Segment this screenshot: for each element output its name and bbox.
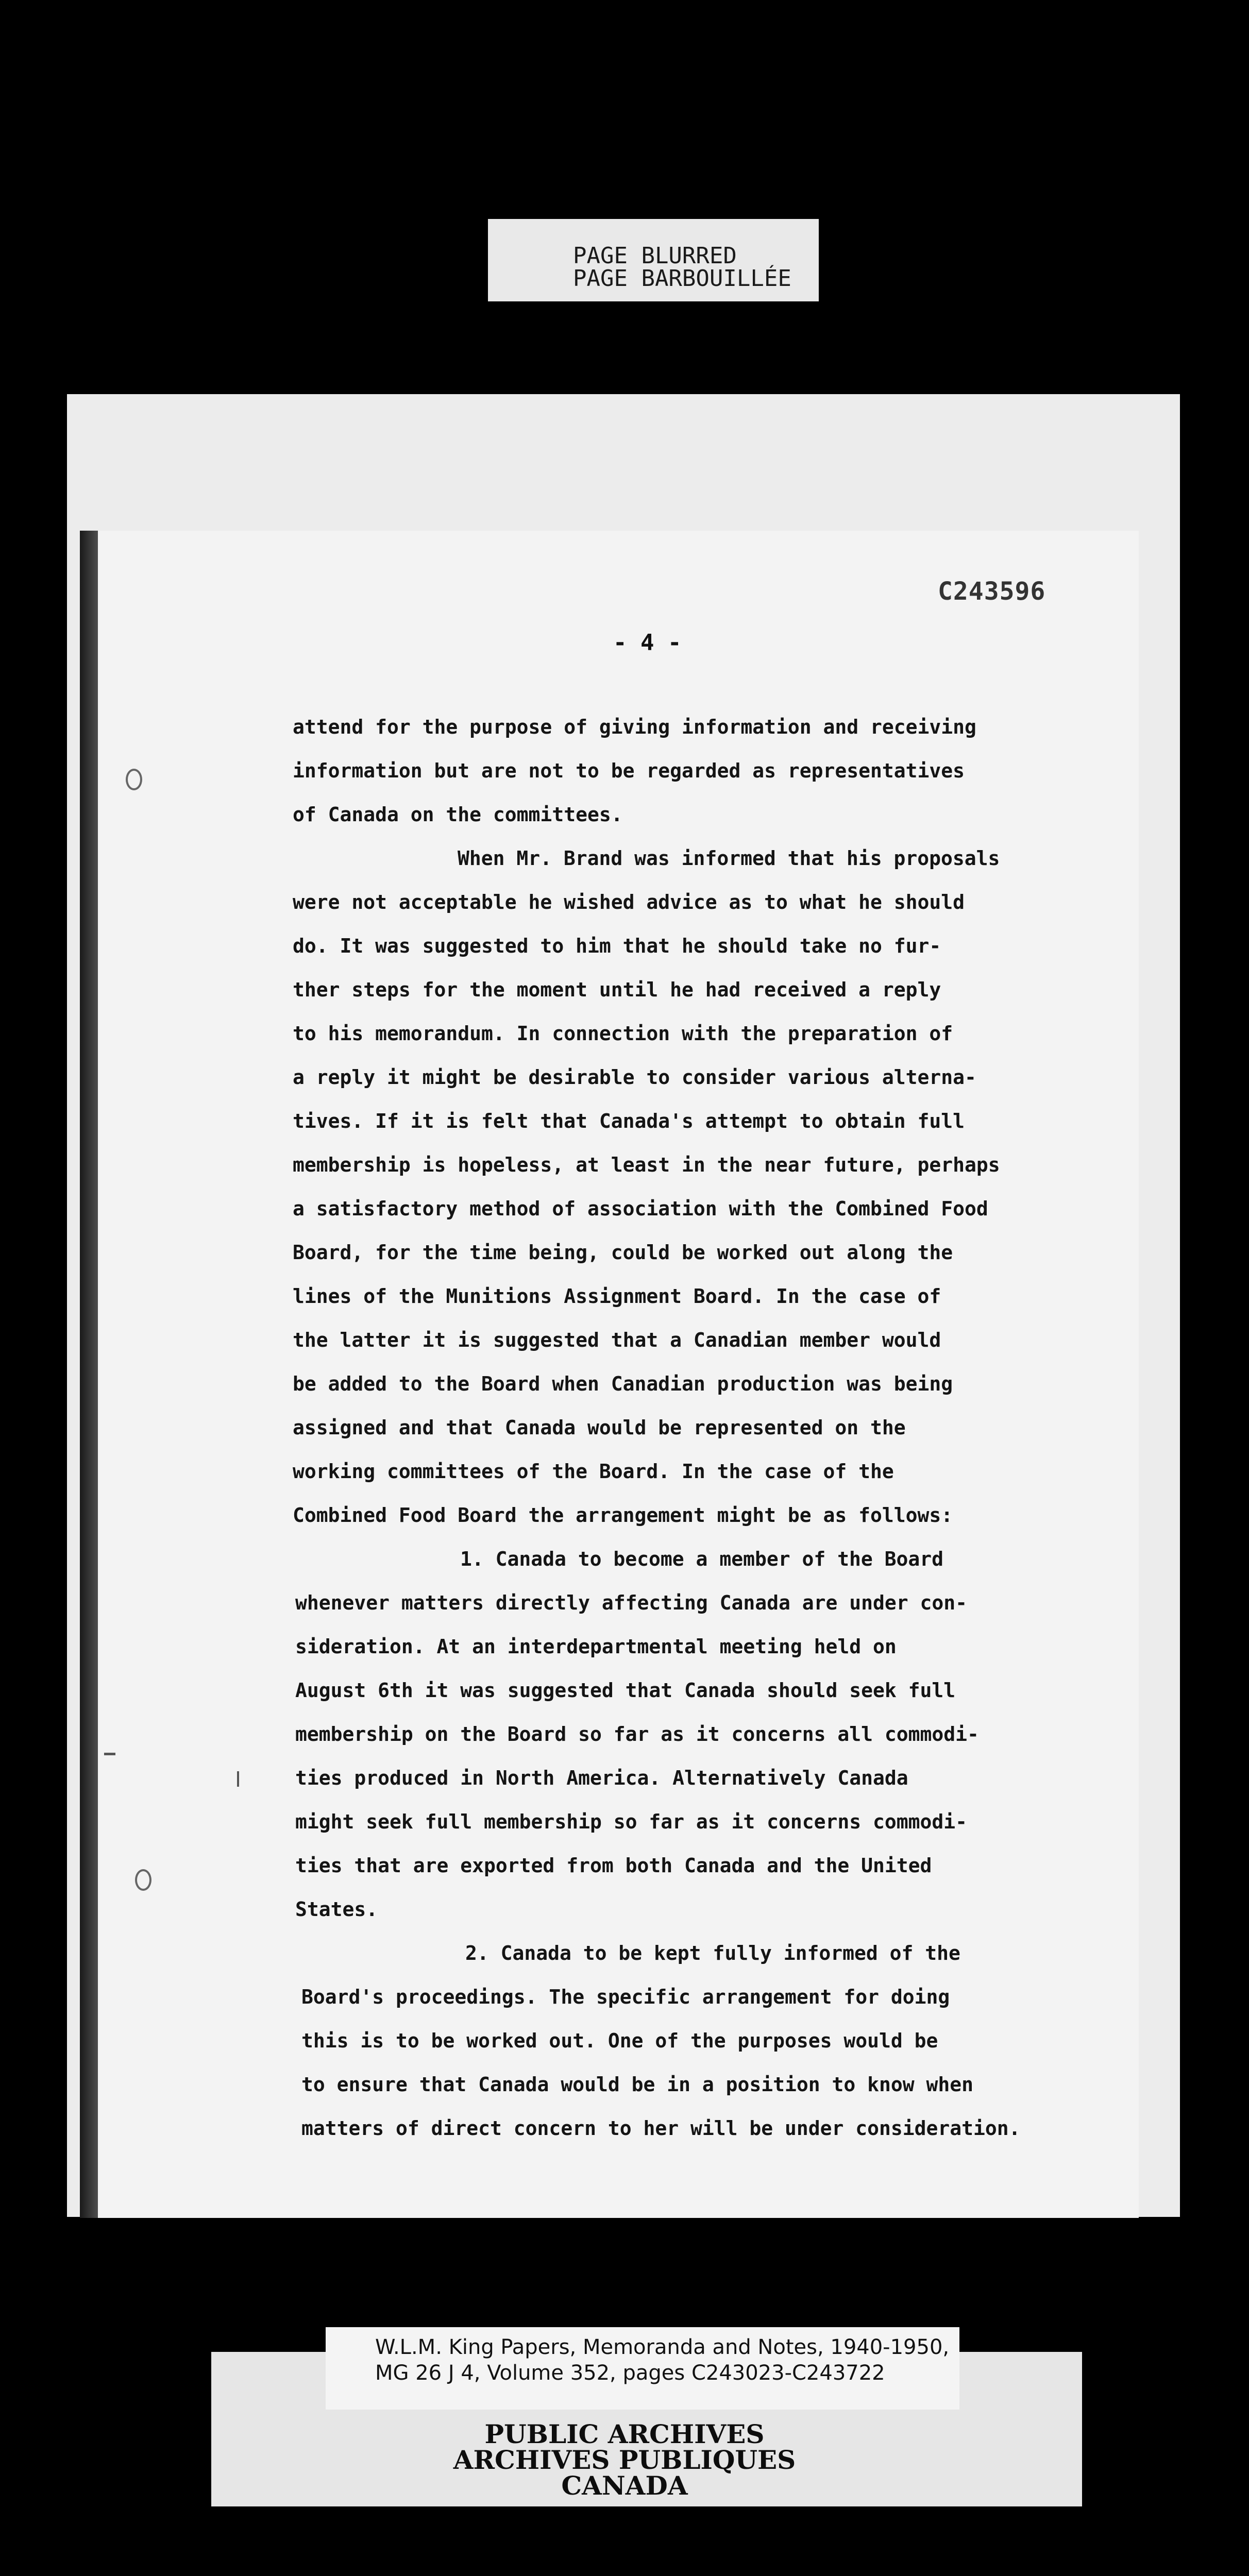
text-line: attend for the purpose of giving information and receiving xyxy=(293,716,976,738)
text-line: August 6th it was suggested that Canada should seek full xyxy=(295,1679,956,1702)
citation-label xyxy=(326,2327,959,2410)
text-line: might seek full membership so far as it concerns commodi- xyxy=(295,1810,968,1833)
sheet-edge-shadow xyxy=(80,531,100,2218)
text-line: States. xyxy=(295,1898,378,1921)
text-line: When Mr. Brand was informed that his proposals xyxy=(458,847,1000,870)
notice-english: PAGE BLURRED xyxy=(573,243,737,269)
notice-french: PAGE BARBOUILLÉE xyxy=(573,265,791,292)
text-line: this is to be worked out. One of the purposes would be xyxy=(301,2029,938,2052)
citation-line-1: W.L.M. King Papers, Memoranda and Notes, 1940-1950, xyxy=(375,2335,950,2359)
archive-line-1: PUBLIC ARCHIVES xyxy=(484,2419,765,2449)
text-line: 2. Canada to be kept fully informed of the xyxy=(465,1942,960,1964)
text-line: membership is hopeless, at least in the near future, perhaps xyxy=(293,1154,1000,1176)
text-line: lines of the Munitions Assignment Board. In the case of xyxy=(293,1285,941,1308)
text-line: the latter it is suggested that a Canadian member would xyxy=(293,1329,941,1351)
text-line: assigned and that Canada would be represented on the xyxy=(293,1416,906,1439)
citation-line-2: MG 26 J 4, Volume 352, pages C243023-C243722 xyxy=(375,2361,885,2385)
text-line: 1. Canada to become a member of the Board xyxy=(460,1548,943,1570)
margin-mark xyxy=(237,1771,239,1787)
punch-hole-icon xyxy=(135,1869,151,1891)
text-line: Board's proceedings. The specific arrangement for doing xyxy=(301,1986,950,2008)
text-line: to ensure that Canada would be in a position to know when xyxy=(301,2073,974,2096)
text-line: Combined Food Board the arrangement might be as follows: xyxy=(293,1504,953,1527)
text-line: sideration. At an interdepartmental meeting held on xyxy=(295,1635,897,1658)
text-line: whenever matters directly affecting Canada are under con- xyxy=(295,1591,968,1614)
text-line: be added to the Board when Canadian production was being xyxy=(293,1372,953,1395)
text-line: to his memorandum. In connection with the preparation of xyxy=(293,1022,953,1045)
text-line: matters of direct concern to her will be under consideration. xyxy=(301,2117,1021,2140)
punch-hole-icon xyxy=(126,769,142,790)
text-line: tives. If it is felt that Canada's attempt to obtain full xyxy=(293,1110,965,1132)
text-line: Board, for the time being, could be worked out along the xyxy=(293,1241,953,1264)
text-line: of Canada on the committees. xyxy=(293,803,623,826)
text-line: information but are not to be regarded as representatives xyxy=(293,759,965,782)
archive-line-3: CANADA xyxy=(561,2470,688,2501)
text-line: working committees of the Board. In the case of the xyxy=(293,1460,894,1483)
archive-line-2: ARCHIVES PUBLIQUES xyxy=(453,2445,796,2475)
page-blurred-notice xyxy=(488,219,819,301)
text-line: a reply it might be desirable to consider various alterna- xyxy=(293,1066,976,1089)
text-line: were not acceptable he wished advice as to what he should xyxy=(293,891,965,913)
document-number: C243596 xyxy=(938,577,1046,606)
text-line: ties produced in North America. Alternatively Canada xyxy=(295,1767,908,1789)
text-line: ties that are exported from both Canada and the United xyxy=(295,1854,932,1877)
text-line: membership on the Board so far as it concerns all commodi- xyxy=(295,1723,979,1745)
text-line: do. It was suggested to him that he should take no fur- xyxy=(293,935,941,957)
margin-mark xyxy=(104,1753,115,1755)
text-line: a satisfactory method of association with the Combined Food xyxy=(293,1197,988,1220)
page-number: - 4 - xyxy=(613,630,682,656)
text-line: ther steps for the moment until he had received a reply xyxy=(293,978,941,1001)
